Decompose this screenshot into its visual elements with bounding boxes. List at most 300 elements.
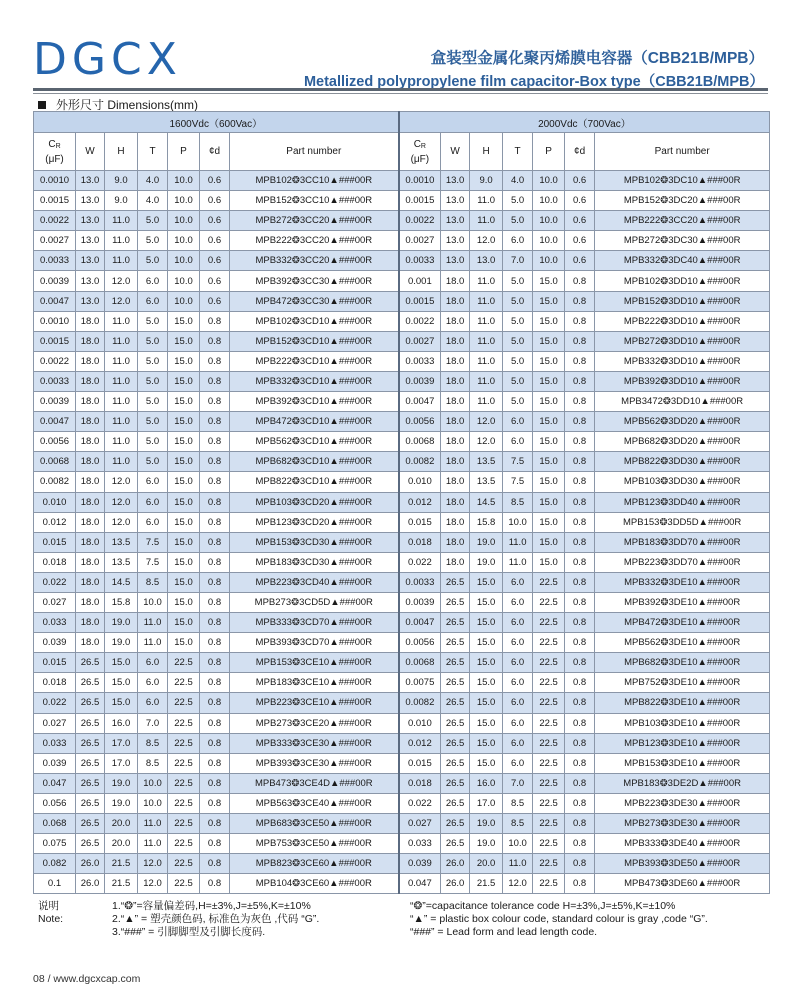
table-cell: 0.0033 — [399, 251, 441, 271]
table-cell: 0.8 — [565, 271, 595, 291]
group-header-1600v: 1600Vdc（600Vac） — [34, 112, 399, 133]
table-cell: 15.0 — [533, 512, 565, 532]
brand-logo: DGCX — [33, 34, 182, 85]
table-cell: 0.047 — [34, 773, 76, 793]
part-number-cell: MPB333❂3CD70▲###00R — [230, 613, 399, 633]
table-row — [34, 814, 770, 834]
table-cell: 0.6 — [565, 251, 595, 271]
table-row — [34, 452, 770, 472]
table-cell: 11.0 — [503, 532, 533, 552]
table-cell: 0.6 — [565, 171, 595, 191]
cr-unit: (μF) — [45, 153, 64, 165]
table-cell: 26.5 — [76, 814, 105, 834]
table-cell: 18.0 — [441, 271, 470, 291]
table-cell: 10.0 — [138, 592, 168, 612]
table-cell: 0.8 — [565, 351, 595, 371]
table-cell: 0.0015 — [399, 191, 441, 211]
table-cell: 10.0 — [168, 211, 200, 231]
table-row — [34, 653, 770, 673]
notes-label: 说明Note: — [38, 900, 64, 925]
table-cell: 0.0033 — [34, 371, 76, 391]
table-cell: 14.5 — [105, 572, 138, 592]
part-number-cell: MPB223❂3DD70▲###00R — [595, 552, 770, 572]
table-cell: 13.0 — [76, 271, 105, 291]
table-cell: 0.8 — [565, 834, 595, 854]
bullet-square-icon — [38, 101, 46, 109]
table-cell: 22.5 — [533, 834, 565, 854]
table-cell: 22.5 — [168, 814, 200, 834]
table-cell: 22.5 — [533, 854, 565, 874]
col-header-h: H — [470, 133, 503, 171]
table-cell: 9.0 — [105, 191, 138, 211]
table-cell: 5.0 — [138, 211, 168, 231]
part-number-cell: MPB823❂3CE60▲###00R — [230, 854, 399, 874]
table-cell: 0.6 — [200, 271, 230, 291]
table-row — [34, 331, 770, 351]
part-number-cell: MPB473❂3CE4D▲###00R — [230, 773, 399, 793]
table-cell: 11.0 — [105, 351, 138, 371]
table-cell: 4.0 — [503, 171, 533, 191]
table-cell: 18.0 — [76, 532, 105, 552]
table-cell: 15.0 — [168, 512, 200, 532]
table-cell: 0.0047 — [399, 392, 441, 412]
table-cell: 15.0 — [533, 392, 565, 412]
table-cell: 18.0 — [76, 633, 105, 653]
col-header-d: ¢d — [565, 133, 595, 171]
table-cell: 0.8 — [565, 753, 595, 773]
table-cell: 15.0 — [168, 572, 200, 592]
table-cell: 12.0 — [470, 432, 503, 452]
table-cell: 6.0 — [503, 572, 533, 592]
cr-symbol: C — [413, 138, 421, 150]
table-cell: 15.0 — [533, 331, 565, 351]
table-cell: 0.056 — [34, 793, 76, 813]
table-row — [34, 392, 770, 412]
part-number-cell: MPB123❂3DE10▲###00R — [595, 733, 770, 753]
table-cell: 0.0027 — [34, 231, 76, 251]
table-cell: 11.0 — [105, 331, 138, 351]
table-cell: 0.010 — [34, 492, 76, 512]
part-number-cell: MPB822❂3CD10▲###00R — [230, 472, 399, 492]
table-cell: 10.0 — [168, 251, 200, 271]
table-cell: 26.5 — [76, 834, 105, 854]
table-cell: 0.8 — [565, 854, 595, 874]
table-cell: 6.0 — [503, 673, 533, 693]
table-cell: 11.0 — [503, 552, 533, 572]
table-cell: 13.0 — [76, 191, 105, 211]
part-number-cell: MPB562❂3DE10▲###00R — [595, 633, 770, 653]
table-row — [34, 251, 770, 271]
table-cell: 26.5 — [441, 653, 470, 673]
table-cell: 5.0 — [138, 331, 168, 351]
table-cell: 0.0022 — [34, 351, 76, 371]
part-number-cell: MPB472❂3DE10▲###00R — [595, 613, 770, 633]
page-title-en: Metallized polypropylene film capacitor-Box type（CBB21B/MPB） — [303, 74, 764, 90]
table-cell: 15.0 — [533, 291, 565, 311]
table-cell: 11.0 — [470, 351, 503, 371]
table-cell: 0.6 — [200, 251, 230, 271]
part-number-cell: MPB223❂3CD40▲###00R — [230, 572, 399, 592]
table-row — [34, 472, 770, 492]
table-cell: 13.0 — [76, 231, 105, 251]
table-cell: 26.5 — [441, 834, 470, 854]
table-cell: 20.0 — [105, 814, 138, 834]
table-cell: 11.0 — [470, 291, 503, 311]
header-divider — [33, 88, 768, 91]
part-number-cell: MPB822❂3DE10▲###00R — [595, 693, 770, 713]
table-cell: 22.5 — [533, 592, 565, 612]
col-header-capacitance — [34, 133, 76, 171]
table-cell: 0.0033 — [399, 572, 441, 592]
part-number-cell: MPB3472❂3DD10▲###00R — [595, 392, 770, 412]
table-cell: 11.0 — [138, 814, 168, 834]
table-cell: 22.5 — [533, 673, 565, 693]
table-cell: 12.0 — [105, 271, 138, 291]
table-cell: 22.5 — [533, 653, 565, 673]
table-cell: 26.5 — [76, 653, 105, 673]
table-cell: 15.0 — [533, 492, 565, 512]
table-cell: 0.8 — [200, 753, 230, 773]
table-cell: 26.5 — [76, 733, 105, 753]
part-number-cell: MPB333❂3DE40▲###00R — [595, 834, 770, 854]
table-row — [34, 854, 770, 874]
table-cell: 0.018 — [399, 773, 441, 793]
table-cell: 26.5 — [76, 753, 105, 773]
table-cell: 13.5 — [105, 532, 138, 552]
part-number-cell: MPB222❂3DD10▲###00R — [595, 311, 770, 331]
table-cell: 15.0 — [168, 613, 200, 633]
table-cell: 9.0 — [470, 171, 503, 191]
part-number-cell: MPB272❂3CC20▲###00R — [230, 211, 399, 231]
table-cell: 0.015 — [34, 532, 76, 552]
table-cell: 0.039 — [399, 854, 441, 874]
table-cell: 9.0 — [105, 171, 138, 191]
note-en-1: “❂”=capacitance tolerance code H=±3%,J=±5%,K=±10% — [410, 900, 676, 912]
part-number-cell: MPB392❂3CD10▲###00R — [230, 392, 399, 412]
table-cell: 0.047 — [399, 874, 441, 894]
table-cell: 5.0 — [503, 291, 533, 311]
table-cell: 0.8 — [565, 773, 595, 793]
note-en-3: “###” = Lead form and lead length code. — [410, 926, 598, 938]
table-cell: 13.0 — [441, 251, 470, 271]
table-row — [34, 512, 770, 532]
table-cell: 22.5 — [533, 733, 565, 753]
table-cell: 0.075 — [34, 834, 76, 854]
part-number-cell: MPB273❂3CE20▲###00R — [230, 713, 399, 733]
table-cell: 0.022 — [34, 693, 76, 713]
cr-subscript: R — [420, 142, 426, 150]
table-cell: 5.0 — [503, 351, 533, 371]
table-row — [34, 713, 770, 733]
table-cell: 0.8 — [200, 472, 230, 492]
part-number-cell: MPB393❂3CD70▲###00R — [230, 633, 399, 653]
table-cell: 0.033 — [34, 733, 76, 753]
table-cell: 0.8 — [200, 512, 230, 532]
table-cell: 15.0 — [168, 311, 200, 331]
table-cell: 18.0 — [76, 492, 105, 512]
table-cell: 0.0022 — [399, 311, 441, 331]
part-number-cell: MPB753❂3CE50▲###00R — [230, 834, 399, 854]
table-cell: 6.0 — [503, 592, 533, 612]
table-cell: 0.0068 — [34, 452, 76, 472]
table-cell: 0.8 — [565, 613, 595, 633]
table-cell: 5.0 — [138, 432, 168, 452]
table-row — [34, 432, 770, 452]
table-cell: 11.0 — [105, 231, 138, 251]
table-cell: 12.0 — [470, 412, 503, 432]
table-cell: 0.027 — [399, 814, 441, 834]
part-number-cell: MPB153❂3CE10▲###00R — [230, 653, 399, 673]
col-header-p: P — [168, 133, 200, 171]
table-cell: 19.0 — [105, 613, 138, 633]
table-cell: 26.5 — [441, 693, 470, 713]
table-cell: 0.010 — [399, 472, 441, 492]
table-cell: 22.5 — [168, 854, 200, 874]
table-cell: 18.0 — [441, 351, 470, 371]
table-cell: 19.0 — [470, 532, 503, 552]
table-cell: 12.0 — [105, 472, 138, 492]
table-cell: 15.0 — [533, 432, 565, 452]
table-cell: 0.010 — [399, 713, 441, 733]
table-cell: 0.8 — [565, 392, 595, 412]
table-cell: 15.0 — [168, 552, 200, 572]
table-cell: 4.0 — [138, 191, 168, 211]
table-cell: 26.0 — [76, 874, 105, 894]
table-cell: 0.8 — [200, 572, 230, 592]
col-header-t: T — [503, 133, 533, 171]
part-number-cell: MPB393❂3DE50▲###00R — [595, 854, 770, 874]
table-row — [34, 834, 770, 854]
table-cell: 13.5 — [470, 472, 503, 492]
table-cell: 15.0 — [168, 412, 200, 432]
table-cell: 22.5 — [168, 793, 200, 813]
table-cell: 22.5 — [168, 693, 200, 713]
table-cell: 0.022 — [399, 793, 441, 813]
table-cell: 0.8 — [200, 492, 230, 512]
table-cell: 0.012 — [34, 512, 76, 532]
table-cell: 15.0 — [533, 311, 565, 331]
table-row — [34, 572, 770, 592]
col-header-h: H — [105, 133, 138, 171]
table-cell: 0.0047 — [34, 291, 76, 311]
table-cell: 18.0 — [76, 592, 105, 612]
table-cell: 15.0 — [168, 371, 200, 391]
part-number-cell: MPB103❂3DE10▲###00R — [595, 713, 770, 733]
cr-symbol: C — [48, 138, 56, 150]
table-cell: 11.0 — [470, 311, 503, 331]
table-cell: 0.8 — [565, 432, 595, 452]
table-row — [34, 291, 770, 311]
note-cn-3: 3.“###” = 引脚脚型及引脚长度码. — [112, 926, 266, 938]
table-cell: 15.0 — [470, 592, 503, 612]
table-cell: 12.0 — [105, 291, 138, 311]
table-cell: 18.0 — [441, 492, 470, 512]
page-title-cn: 盒装型金属化聚丙烯膜电容器（CBB21B/MPB） — [430, 50, 764, 67]
table-row — [34, 191, 770, 211]
table-cell: 15.0 — [105, 653, 138, 673]
table-cell: 0.8 — [565, 572, 595, 592]
table-cell: 15.0 — [533, 412, 565, 432]
table-cell: 13.0 — [76, 251, 105, 271]
table-cell: 21.5 — [105, 874, 138, 894]
table-cell: 22.5 — [168, 733, 200, 753]
group-header-2000v: 2000Vdc（700Vac） — [399, 112, 770, 133]
notes-cn — [112, 900, 319, 939]
table-cell: 0.0056 — [399, 412, 441, 432]
table-cell: 0.0033 — [34, 251, 76, 271]
table-cell: 15.0 — [470, 693, 503, 713]
table-cell: 11.0 — [470, 211, 503, 231]
table-cell: 0.8 — [565, 331, 595, 351]
table-cell: 6.0 — [503, 693, 533, 713]
table-row — [34, 733, 770, 753]
table-cell: 15.0 — [533, 532, 565, 552]
part-number-cell: MPB183❂3CE10▲###00R — [230, 673, 399, 693]
table-cell: 6.0 — [503, 613, 533, 633]
table-cell: 22.5 — [168, 713, 200, 733]
table-cell: 16.0 — [470, 773, 503, 793]
col-header-p: P — [533, 133, 565, 171]
part-number-cell: MPB152❂3DD10▲###00R — [595, 291, 770, 311]
table-cell: 0.0015 — [34, 191, 76, 211]
table-cell: 6.0 — [503, 713, 533, 733]
table-cell: 18.0 — [441, 371, 470, 391]
table-cell: 7.5 — [503, 472, 533, 492]
part-number-cell: MPB683❂3CE50▲###00R — [230, 814, 399, 834]
part-number-cell: MPB752❂3DE10▲###00R — [595, 673, 770, 693]
table-cell: 0.8 — [565, 874, 595, 894]
table-cell: 0.018 — [399, 532, 441, 552]
table-cell: 13.0 — [76, 211, 105, 231]
table-cell: 18.0 — [76, 472, 105, 492]
table-row — [34, 773, 770, 793]
table-cell: 13.0 — [441, 211, 470, 231]
part-number-cell: MPB183❂3DE2D▲###00R — [595, 773, 770, 793]
table-cell: 26.5 — [441, 793, 470, 813]
table-cell: 8.5 — [138, 572, 168, 592]
table-cell: 26.5 — [441, 773, 470, 793]
col-header-part: Part number — [595, 133, 770, 171]
table-cell: 10.0 — [533, 251, 565, 271]
table-cell: 8.5 — [503, 793, 533, 813]
table-cell: 0.0082 — [399, 452, 441, 472]
table-row — [34, 552, 770, 572]
table-cell: 11.0 — [138, 613, 168, 633]
table-cell: 0.082 — [34, 854, 76, 874]
table-cell: 12.0 — [138, 854, 168, 874]
table-cell: 0.6 — [565, 191, 595, 211]
table-cell: 0.8 — [565, 371, 595, 391]
table-cell: 19.0 — [105, 773, 138, 793]
part-number-cell: MPB393❂3CE30▲###00R — [230, 753, 399, 773]
table-cell: 22.5 — [533, 773, 565, 793]
table-cell: 15.0 — [168, 331, 200, 351]
table-cell: 0.8 — [200, 412, 230, 432]
dimensions-table — [33, 111, 770, 894]
table-cell: 13.0 — [76, 291, 105, 311]
table-cell: 0.8 — [565, 311, 595, 331]
table-cell: 10.0 — [138, 773, 168, 793]
table-cell: 18.0 — [441, 331, 470, 351]
table-cell: 6.0 — [503, 653, 533, 673]
table-cell: 17.0 — [105, 733, 138, 753]
table-cell: 0.8 — [565, 653, 595, 673]
table-cell: 13.5 — [105, 552, 138, 572]
table-cell: 10.0 — [138, 793, 168, 813]
part-number-cell: MPB332❂3CC20▲###00R — [230, 251, 399, 271]
table-cell: 5.0 — [503, 331, 533, 351]
table-cell: 5.0 — [138, 251, 168, 271]
part-number-cell: MPB332❂3CD10▲###00R — [230, 371, 399, 391]
table-cell: 18.0 — [76, 512, 105, 532]
table-row — [34, 633, 770, 653]
table-cell: 18.0 — [76, 331, 105, 351]
table-cell: 6.0 — [138, 673, 168, 693]
part-number-cell: MPB392❂3CC30▲###00R — [230, 271, 399, 291]
part-number-cell: MPB102❂3DC10▲###00R — [595, 171, 770, 191]
table-cell: 5.0 — [138, 452, 168, 472]
part-number-cell: MPB183❂3CD30▲###00R — [230, 552, 399, 572]
table-cell: 0.8 — [565, 592, 595, 612]
table-cell: 13.0 — [76, 171, 105, 191]
table-cell: 18.0 — [76, 371, 105, 391]
table-cell: 10.0 — [533, 231, 565, 251]
table-cell: 6.0 — [138, 271, 168, 291]
cr-subscript: R — [55, 142, 61, 150]
part-number-cell: MPB472❂3CC30▲###00R — [230, 291, 399, 311]
table-cell: 18.0 — [441, 472, 470, 492]
table-cell: 0.0082 — [399, 693, 441, 713]
table-cell: 13.0 — [441, 191, 470, 211]
table-cell: 0.0033 — [399, 351, 441, 371]
table-cell: 11.0 — [105, 311, 138, 331]
table-cell: 0.015 — [34, 653, 76, 673]
table-cell: 6.0 — [503, 412, 533, 432]
table-cell: 0.0068 — [399, 432, 441, 452]
table-cell: 0.8 — [200, 371, 230, 391]
table-cell: 18.0 — [76, 412, 105, 432]
part-number-cell: MPB103❂3DD30▲###00R — [595, 472, 770, 492]
table-cell: 10.0 — [168, 191, 200, 211]
table-cell: 0.6 — [200, 231, 230, 251]
table-cell: 18.0 — [76, 392, 105, 412]
table-cell: 0.027 — [34, 592, 76, 612]
table-cell: 15.0 — [168, 432, 200, 452]
table-cell: 20.0 — [470, 854, 503, 874]
table-cell: 12.0 — [503, 874, 533, 894]
header-divider-thin — [33, 93, 768, 94]
table-cell: 0.015 — [399, 512, 441, 532]
table-cell: 0.0010 — [399, 171, 441, 191]
part-number-cell: MPB102❂3DD10▲###00R — [595, 271, 770, 291]
table-cell: 7.0 — [138, 713, 168, 733]
table-cell: 18.0 — [441, 512, 470, 532]
table-cell: 11.0 — [105, 432, 138, 452]
table-cell: 0.039 — [34, 753, 76, 773]
table-cell: 15.0 — [470, 613, 503, 633]
table-cell: 12.0 — [105, 512, 138, 532]
table-cell: 11.0 — [105, 412, 138, 432]
table-cell: 10.0 — [168, 171, 200, 191]
table-cell: 5.0 — [138, 371, 168, 391]
col-header-t: T — [138, 133, 168, 171]
part-number-cell: MPB332❂3DC40▲###00R — [595, 251, 770, 271]
table-cell: 6.0 — [138, 492, 168, 512]
table-cell: 26.0 — [76, 854, 105, 874]
table-cell: 5.0 — [503, 392, 533, 412]
table-cell: 0.8 — [200, 311, 230, 331]
table-cell: 0.6 — [200, 171, 230, 191]
